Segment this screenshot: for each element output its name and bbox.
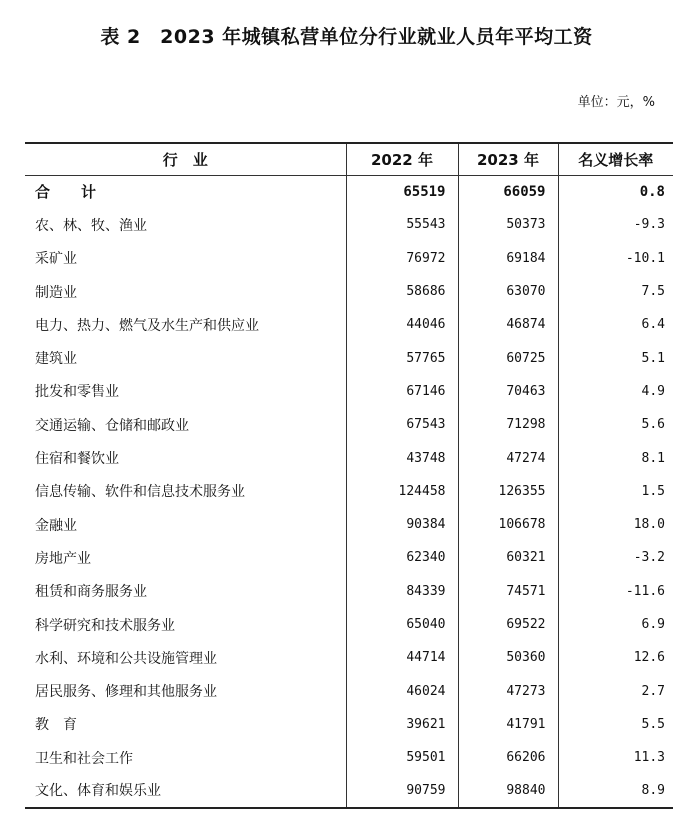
table-title: 表 2 2023 年城镇私营单位分行业就业人员年平均工资 <box>100 26 593 48</box>
industry-cell: 居民服务、修理和其他服务业 <box>35 684 217 701</box>
industry-cell: 教 育 <box>35 717 77 734</box>
wage-2023-cell: 70463 <box>458 375 558 408</box>
wage-2022-cell: 57765 <box>346 341 458 374</box>
growth-rate-cell: -11.6 <box>558 575 673 608</box>
industry-cell: 批发和零售业 <box>35 384 119 401</box>
table-row <box>25 242 673 275</box>
growth-rate-cell: -3.2 <box>558 541 673 574</box>
table-row <box>25 441 673 474</box>
table-row <box>25 208 673 241</box>
industry-cell: 农、林、牧、渔业 <box>35 217 147 234</box>
wage-2023-cell: 63070 <box>458 275 558 308</box>
growth-rate-cell: 12.6 <box>558 641 673 674</box>
wage-2022-cell: 44714 <box>346 641 458 674</box>
wage-2023-cell: 41791 <box>458 708 558 741</box>
growth-rate-cell: 5.5 <box>558 708 673 741</box>
wage-2022-cell: 90384 <box>346 508 458 541</box>
wage-2023-cell: 66059 <box>458 175 558 208</box>
wage-2023-cell: 47274 <box>458 441 558 474</box>
industry-cell: 科学研究和技术服务业 <box>35 617 175 634</box>
industry-cell: 住宿和餐饮业 <box>35 451 119 468</box>
table-row <box>25 275 673 308</box>
table-row <box>25 575 673 608</box>
growth-rate-cell: 0.8 <box>558 175 673 208</box>
header-2023: 2023 年 <box>458 143 558 175</box>
growth-rate-cell: 6.4 <box>558 308 673 341</box>
unit-note: 单位：元，% <box>577 95 655 110</box>
wage-2023-cell: 46874 <box>458 308 558 341</box>
growth-rate-cell: 7.5 <box>558 275 673 308</box>
table-row <box>25 475 673 508</box>
header-growth: 名义增长率 <box>558 143 673 175</box>
industry-cell: 采矿业 <box>35 251 77 268</box>
industry-cell: 金融业 <box>35 517 77 534</box>
wage-2022-cell: 124458 <box>346 475 458 508</box>
header-industry: 行 业 <box>25 143 346 175</box>
industry-cell: 信息传输、软件和信息技术服务业 <box>35 484 245 501</box>
wage-table <box>25 142 673 809</box>
wage-2023-cell: 106678 <box>458 508 558 541</box>
industry-cell: 水利、环境和公共设施管理业 <box>35 650 217 667</box>
industry-cell: 租赁和商务服务业 <box>35 584 147 601</box>
table-row-total <box>25 175 673 208</box>
growth-rate-cell: -10.1 <box>558 242 673 275</box>
table-row <box>25 641 673 674</box>
wage-2023-cell: 74571 <box>458 575 558 608</box>
industry-cell: 电力、热力、燃气及水生产和供应业 <box>35 317 259 334</box>
wage-2022-cell: 59501 <box>346 741 458 774</box>
table-row <box>25 375 673 408</box>
wage-2023-cell: 98840 <box>458 774 558 807</box>
table-row <box>25 341 673 374</box>
wage-2022-cell: 44046 <box>346 308 458 341</box>
growth-rate-cell: 6.9 <box>558 608 673 641</box>
wage-2022-cell: 65040 <box>346 608 458 641</box>
wage-2022-cell: 84339 <box>346 575 458 608</box>
industry-cell: 建筑业 <box>35 351 77 368</box>
wage-2023-cell: 71298 <box>458 408 558 441</box>
table-row <box>25 608 673 641</box>
wage-2022-cell: 39621 <box>346 708 458 741</box>
growth-rate-cell: 18.0 <box>558 508 673 541</box>
wage-2023-cell: 69522 <box>458 608 558 641</box>
industry-cell: 房地产业 <box>35 550 91 567</box>
wage-2023-cell: 60725 <box>458 341 558 374</box>
wage-2023-cell: 47273 <box>458 674 558 707</box>
growth-rate-cell: 5.6 <box>558 408 673 441</box>
header-2022: 2022 年 <box>346 143 458 175</box>
wage-2022-cell: 65519 <box>346 175 458 208</box>
wage-2022-cell: 46024 <box>346 674 458 707</box>
table-row <box>25 674 673 707</box>
growth-rate-cell: 4.9 <box>558 375 673 408</box>
table-row <box>25 741 673 774</box>
wage-2022-cell: 58686 <box>346 275 458 308</box>
table-row <box>25 408 673 441</box>
wage-2023-cell: 69184 <box>458 242 558 275</box>
wage-2023-cell: 50373 <box>458 208 558 241</box>
wage-2023-cell: 50360 <box>458 641 558 674</box>
wage-2023-cell: 66206 <box>458 741 558 774</box>
table-header <box>25 143 673 175</box>
wage-2022-cell: 67146 <box>346 375 458 408</box>
growth-rate-cell: 5.1 <box>558 341 673 374</box>
table-row <box>25 541 673 574</box>
wage-2023-cell: 60321 <box>458 541 558 574</box>
industry-cell: 制造业 <box>35 284 77 301</box>
industry-cell: 卫生和社会工作 <box>35 750 133 767</box>
wage-2022-cell: 76972 <box>346 242 458 275</box>
growth-rate-cell: 8.1 <box>558 441 673 474</box>
growth-rate-cell: 2.7 <box>558 674 673 707</box>
industry-cell: 合 计 <box>35 183 105 202</box>
growth-rate-cell: 1.5 <box>558 475 673 508</box>
growth-rate-cell: -9.3 <box>558 208 673 241</box>
wage-2022-cell: 43748 <box>346 441 458 474</box>
industry-cell: 文化、体育和娱乐业 <box>25 774 346 807</box>
header-row <box>25 143 673 175</box>
table-row <box>25 708 673 741</box>
table-row <box>25 508 673 541</box>
wage-2022-cell: 55543 <box>346 208 458 241</box>
growth-rate-cell: 8.9 <box>558 774 673 807</box>
table-row <box>25 308 673 341</box>
growth-rate-cell: 11.3 <box>558 741 673 774</box>
wage-2022-cell: 62340 <box>346 541 458 574</box>
wage-2023-cell: 126355 <box>458 475 558 508</box>
table-row <box>25 774 673 807</box>
wage-2022-cell: 67543 <box>346 408 458 441</box>
table-body <box>25 175 673 808</box>
industry-cell: 交通运输、仓储和邮政业 <box>35 417 189 434</box>
wage-2022-cell: 90759 <box>346 774 458 807</box>
